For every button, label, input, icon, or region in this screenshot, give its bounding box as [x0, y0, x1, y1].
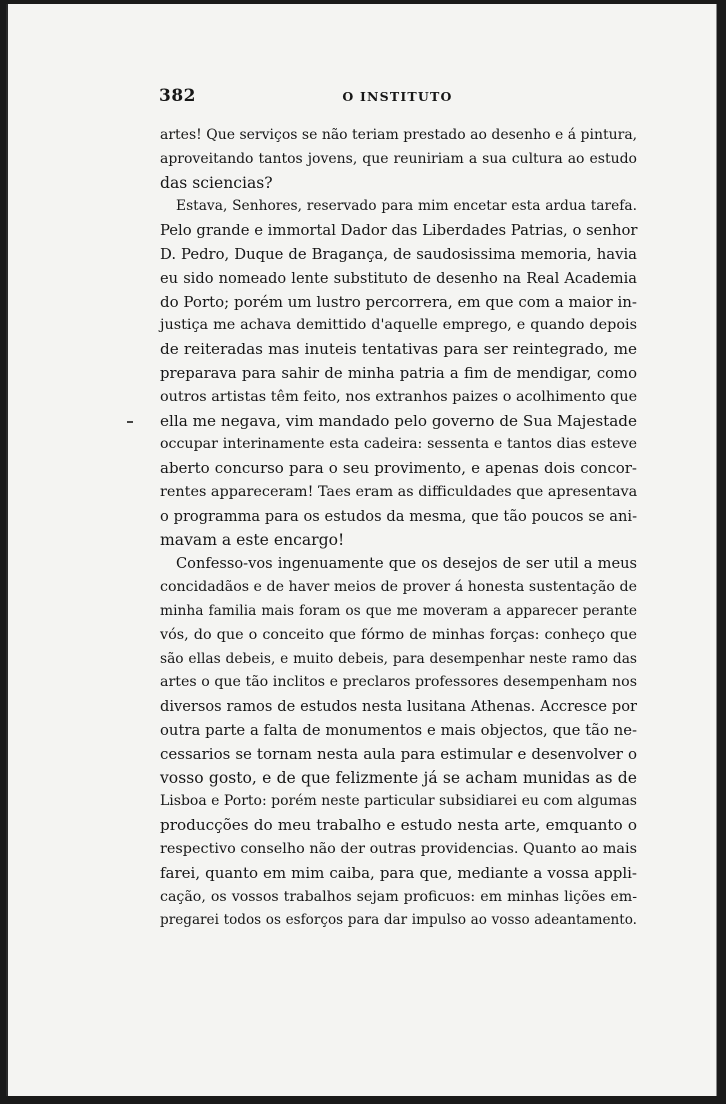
text-line: cação, os vossos trabalhos sejam proficuos: em minhas lições em-: [160, 888, 637, 905]
text-line: outros artistas têm feito, nos extranhos paizes o acolhimento que: [160, 388, 638, 405]
text-line: farei, quanto em mim caiba, para que, mediante a vossa appli-: [160, 863, 637, 882]
text-line: ella me negava, vim mandado pelo governo de Sua Majestade: [160, 411, 637, 430]
margin-mark: [127, 421, 133, 423]
text-line: Pelo grande e immortal Dador das Liberdades Patrias, o senhor: [160, 222, 638, 240]
text-line: justiça me achava demittido d'aquelle emprego, e quando depois: [160, 317, 637, 334]
text-line: producções do meu trabalho e estudo nesta arte, emquanto o: [160, 816, 637, 835]
text-line: vós, do que o conceito que fórmo de minhas forças: conheço que: [160, 626, 637, 643]
text-line: Lisboa e Porto: porém neste particular subsidiarei eu com algumas: [160, 793, 637, 810]
text-line: de reiteradas mas inuteis tentativas para ser reintegrado, me: [160, 340, 637, 359]
text-line: Confesso-vos ingenuamente que os desejos de ser util a meus: [176, 555, 637, 573]
text-line: mavam a este encargo!: [160, 530, 345, 549]
text-line: minha familia mais foram os que me moveram a apparecer perante: [160, 602, 637, 619]
text-line: aberto concurso para o seu provimento, e apenas dois concor-: [160, 459, 637, 478]
text-line: occupar interinamente esta cadeira: sessenta e tantos dias esteve: [160, 436, 637, 453]
text-line: vosso gosto, e de que felizmente já se acham munidas as de: [160, 768, 637, 787]
text-line: do Porto; porém um lustro percorrera, em que com a maior in-: [160, 292, 637, 311]
text-line: aproveitando tantos jovens, que reuniriam a sua cultura ao estudo: [160, 150, 637, 167]
text-line: o programma para os estudos da mesma, que tão poucos se ani-: [160, 507, 637, 525]
text-line: preparava para sahir de minha patria a fim de mendigar, como: [160, 364, 637, 382]
running-title: O INSTITUTO: [342, 89, 453, 104]
text-line: diversos ramos de estudos nesta lusitana Athenas. Accresce por: [160, 698, 637, 716]
text-line: D. Pedro, Duque de Bragança, de saudosissima memoria, havia: [160, 245, 637, 263]
text-line: pregarei todos os esforços para dar impulso ao vosso adeantamento.: [160, 912, 637, 929]
text-line: outra parte a falta de monumentos e mais objectos, que tão ne-: [160, 721, 637, 739]
text-line: rentes appareceram! Taes eram as difficuldades que apresentava: [160, 483, 638, 500]
body-text: [160, 124, 637, 933]
page-header: [159, 86, 636, 110]
text-line: Estava, Senhores, reservado para mim encetar esta ardua tarefa.: [176, 198, 637, 215]
text-line: respectivo conselho não der outras providencias. Quanto ao mais: [160, 840, 637, 857]
text-line: cessarios se tornam nesta aula para estimular e desenvolver o: [160, 744, 637, 763]
text-line: são ellas debeis, e muito debeis, para desempenhar neste ramo das: [160, 650, 637, 667]
text-line: das sciencias?: [160, 173, 273, 192]
text-line: eu sido nomeado lente substituto de desenho na Real Academia: [160, 269, 637, 287]
text-line: artes o que tão inclitos e preclaros professores desempenham nos: [160, 674, 637, 691]
text-line: concidadãos e de haver meios de prover á honesta sustentação de: [160, 579, 637, 596]
text-line: artes! Que serviços se não teriam prestado ao desenho e á pintura,: [160, 127, 638, 143]
page-number: 382: [159, 86, 196, 106]
